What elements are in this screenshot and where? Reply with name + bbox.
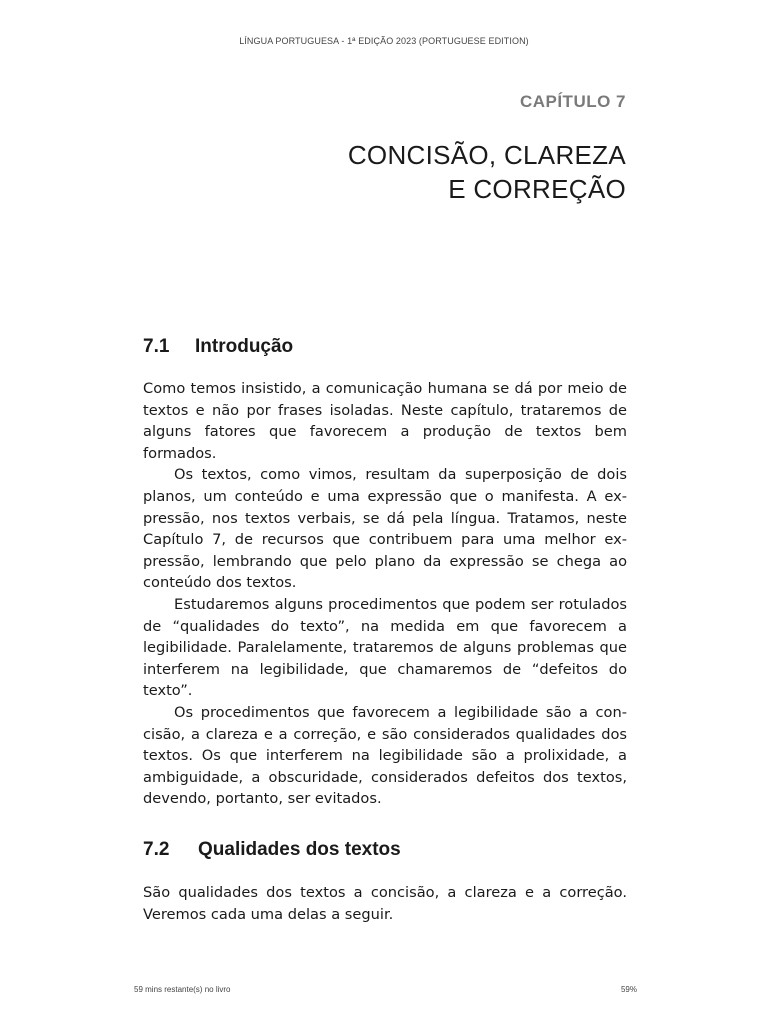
section-number: 7.1 xyxy=(143,336,170,357)
chapter-label: CAPÍTULO 7 xyxy=(519,92,626,111)
section-title: Introdução xyxy=(195,336,294,357)
section-body-intro xyxy=(143,378,627,810)
paragraph: São qualidades dos textos a concisão, a clareza e a correção. Veremos cada uma delas a seguir. xyxy=(143,884,627,923)
chapter-title-line-1: CONCISÃO, CLAREZA xyxy=(347,140,626,170)
section-heading-qualities xyxy=(143,839,401,861)
paragraph: Estudaremos alguns procedimentos que podem ser rotulados de “qualidades do texto”, na medida em que favorecem a legibilidade. Paralelamente, trataremos de alguns problemas que interferem na legibilidade, que chamaremos de “defeitos do texto”. xyxy=(143,595,627,700)
reading-progress: 59% xyxy=(620,985,637,994)
chapter-title-line-2: E CORREÇÃO xyxy=(448,174,626,204)
section-body-qualities xyxy=(143,882,627,925)
section-heading-intro xyxy=(143,336,293,358)
running-header: LÍNGUA PORTUGUESA - 1ª EDIÇÃO 2023 (PORTUGUESE EDITION) xyxy=(239,36,529,46)
reading-time-remaining: 59 mins restante(s) no livro xyxy=(134,985,231,994)
paragraph: Os textos, como vimos, resultam da superposição de dois planos, um conteúdo e uma expressão que o manifesta. A expressão, nos textos verbais, se dá pela língua. Tratamos, neste Capítulo 7, de recursos que contribuem para uma melhor expressão, lembrando que pelo plano da expressão se chega ao conteúdo dos textos. xyxy=(143,466,627,592)
chapter-title xyxy=(348,138,626,206)
paragraph: Como temos insistido, a comunicação humana se dá por meio de textos e não por frases isoladas. Neste capítulo, trataremos de alguns fatores que favorecem a produção de textos bem formados. xyxy=(143,380,627,462)
section-title: Qualidades dos textos xyxy=(198,839,401,860)
paragraph: Os procedimentos que favorecem a legibilidade são a concisão, a clareza e a correção, e são considerados qualidades dos textos. Os que interferem na legibilidade são a prolixidade, a ambiguidade, a obscuridade, considerados defeitos dos textos, devendo, portanto, ser evitados. xyxy=(143,703,627,808)
section-number: 7.2 xyxy=(143,839,170,860)
